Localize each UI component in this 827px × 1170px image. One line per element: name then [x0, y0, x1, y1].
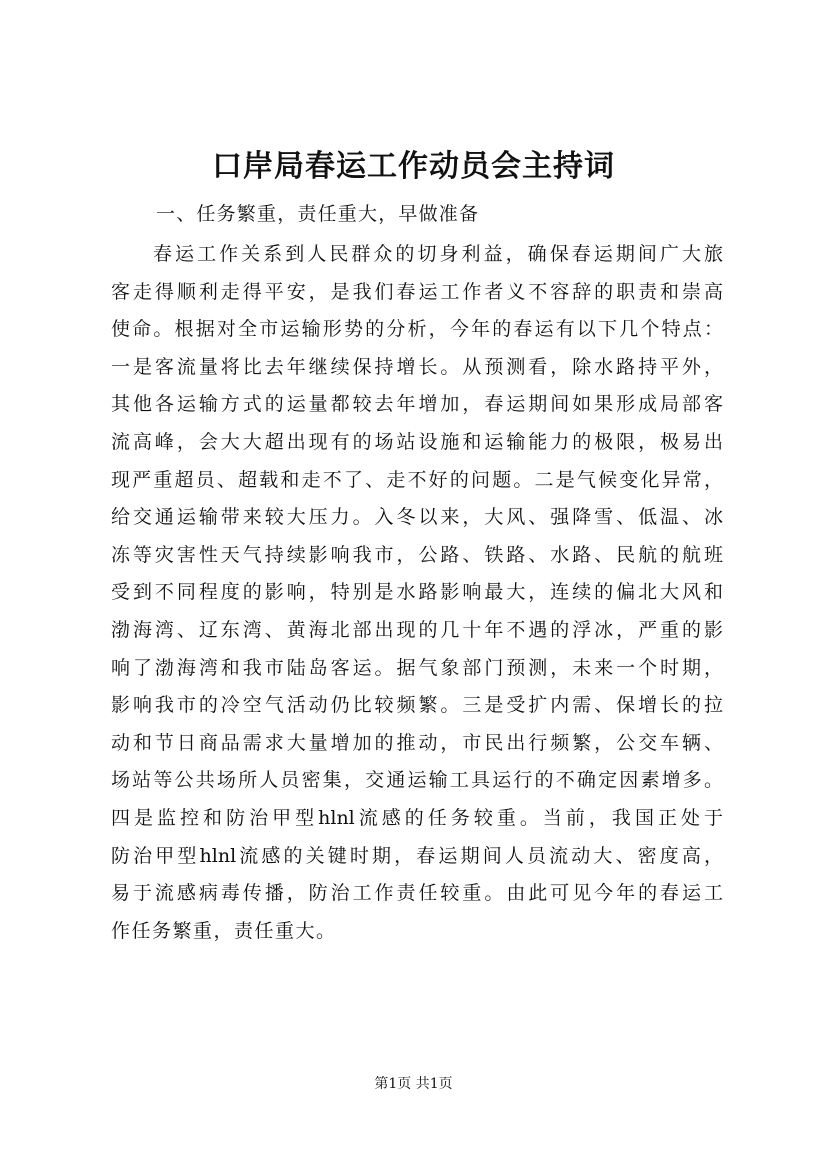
paragraph-line: 影响我市的冷空气活动仍比较频繁。三是受扩内需、保增长的拉	[111, 694, 723, 717]
paragraph-line: 易于流感病毒传播，防治工作责任较重。由此可见今年的春运工	[111, 882, 723, 905]
paragraph-line: 使命。根据对全市运输形势的分析，今年的春运有以下几个特点：	[111, 318, 723, 341]
paragraph-line: 动和节日商品需求大量增加的推动，市民出行频繁，公交车辆、	[111, 731, 723, 754]
paragraph-line: 其他各运输方式的运量都较去年增加，春运期间如果形成局部客	[111, 393, 723, 416]
paragraph-line: 给交通运输带来较大压力。入冬以来，大风、强降雪、低温、冰	[111, 506, 723, 529]
paragraph-line: 春运工作关系到人民群众的切身利益，确保春运期间广大旅	[153, 243, 723, 265]
document-title: 口岸局春运工作动员会主持词	[212, 149, 615, 184]
paragraph-line: 一是客流量将比去年继续保持增长。从预测看，除水路持平外，	[111, 355, 723, 378]
paragraph-line: 冻等灾害性天气持续影响我市，公路、铁路、水路、民航的航班	[111, 543, 723, 566]
page-footer: 第1页 共1页	[374, 1076, 453, 1092]
paragraph-line: 流高峰，会大大超出现有的场站设施和运输能力的极限，极易出	[111, 430, 723, 453]
paragraph-line: 响了渤海湾和我市陆岛客运。据气象部门预测，未来一个时期，	[111, 656, 723, 679]
paragraph-line: 作任务繁重，责任重大。	[111, 919, 337, 942]
paragraph-line: 四是监控和防治甲型hlnl流感的任务较重。当前，我国正处于	[111, 806, 723, 829]
paragraph-line: 现严重超员、超载和走不了、走不好的问题。二是气候变化异常，	[111, 468, 723, 491]
section-heading: 一、任务繁重，责任重大，早做准备	[156, 203, 480, 225]
paragraph-line: 防治甲型hlnl流感的关键时期，春运期间人员流动大、密度高，	[111, 844, 723, 867]
paragraph-line: 场站等公共场所人员密集，交通运输工具运行的不确定因素增多。	[111, 769, 723, 792]
paragraph-line: 渤海湾、辽东湾、黄海北部出现的几十年不遇的浮冰，严重的影	[111, 618, 723, 641]
paragraph-line: 受到不同程度的影响，特别是水路影响最大，连续的偏北大风和	[111, 581, 723, 604]
paragraph-line: 客走得顺利走得平安，是我们春运工作者义不容辞的职责和崇高	[111, 280, 723, 303]
body-paragraph	[111, 236, 723, 950]
